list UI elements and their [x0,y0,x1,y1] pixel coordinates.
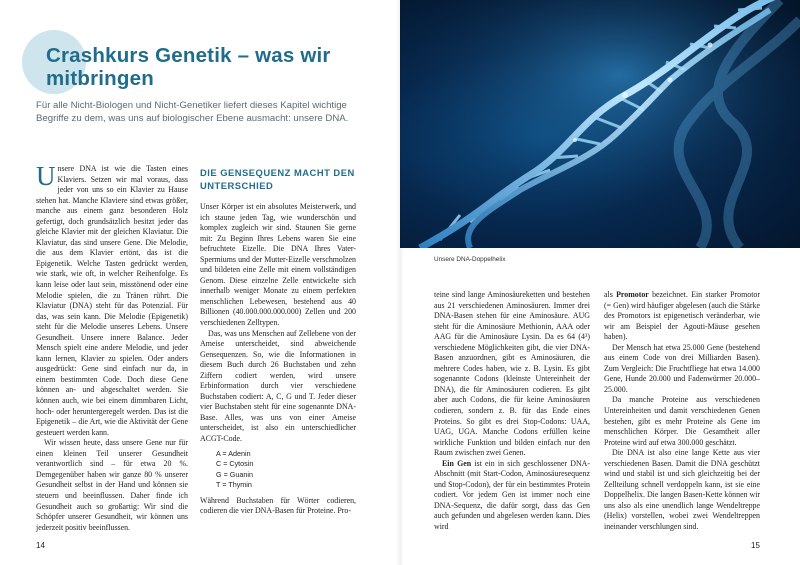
paragraph: Der Mensch hat etwa 25.000 Gene (bestehend aus einem Code von drei Milliarden Basen). Zum Vergleich: Die Fruchtfliege hat etwa 14.000 Gene, Hunde 20.000 und Fadenwürmer 20.000–25.000. [604,342,760,394]
right-page [400,0,800,565]
chapter-title: Crashkurs Genetik – was wir mitbringen [46,44,331,90]
paragraph [604,290,760,343]
left-column-1 [36,161,188,533]
list-item: G = Guanin [216,469,253,479]
paragraph: Die DNA ist also eine lange Kette aus vier verschiedenen Basen. Damit die DNA geschützt wind und stabil ist und sich gleichzeitig bei der Zellteilung schnell verdoppeln kann, ist sie eine Doppelhelix. Die langen Basen-Kette können wir uns also als eine unendlich lange Wendeltreppe (Helix) vorstellen, wobei zwei Wendeltreppen ineinander verschlungen sind. [604,448,761,532]
paragraph-text: bezeichnet. Ein starker Promotor (= Gen) wird häufiger abgelesen (auch die Stärke des Promotors ist epigenetisch veränderbar, wie wir am Beispiel der Agouti-Mäuse gesehen haben). [604,290,760,342]
chapter-intro: Für alle Nicht-Biologen und Nicht-Genetiker liefert dieses Kapitel wichtige Begriffe zu dem, was uns auf biologischer Ebene ausmacht: unsere DNA. [36,100,349,125]
paragraph: Während Buchstaben für Wörter codieren, codieren die vier DNA-Basen für Proteine. Pro- [200,495,356,516]
book-gutter [396,0,404,565]
right-column-1 [434,290,590,533]
left-column-2 [200,202,356,517]
image-caption: Unsere DNA-Doppelhelix [434,256,506,263]
paragraph [36,161,188,438]
paragraph: Wir wissen heute, dass unsere Gene nur für einen kleinen Teil unserer Gesundheit verantwortlich sind – für etwa 20 %. Demgegenüber haben wir ganze 80 % unserer Gesundheit selbst in der Hand und können sie steuern und beeinflussen. Daher finde ich Gesundheit auch so großartig: Wir sind die Schöpfer unserer Gesundheit, wir können uns jederzeit positiv beeinflussen. [36,438,188,532]
list-item: C = Cytosin [216,459,254,469]
paragraph-text: ist ein in sich geschlossener DNA-Abschnitt (mit Start-Codon, Aminosäuresequenz und Stop-Codon), der für ein bestimmtes Protein codiert. Vor jedem Gen ist immer noch eine DNA-Sequenz, die dafür sorgt, dass das Gen auch gefunden und abgelesen werden kann. Dies wird [434,458,590,532]
paragraph: teine sind lange Aminosäureketten und bestehen aus 21 verschiedenen Aminosäuren. Immer drei DNA-Basen stehen für eine Aminosäure. AUG steht für die Aminosäure Methionin, AAA oder AAG für die Aminosäure Lysin. Da es 64 (4³) verschiedene Möglichkeiten gibt, die vier DNA-Basen anzuordnen, gibt es Aminosäuren, die mehrere Codes haben, wie z. B. Lysin. Es gibt sogenannte Codons (kleinste Untereinheit der DNA), die für Aminosäuren codieren. Es gibt aber auch Codons, die für keine Aminosäuren codieren, sondern z. B. für das Ende eines Proteins. So gibt es drei Stop-Codons: UAA, UAG, UGA. Manche Codons erfüllen keine wirkliche Funktion und bilden einfach nur den Raum zwischen zwei Genen. [434,290,590,458]
paragraph [434,459,590,533]
page-number: 15 [751,541,760,550]
list-item: A = Adenin [216,448,251,458]
paragraph: Da manche Proteine aus verschiedenen Untereinheiten und damit verschiedenen Genen bestehen, gibt es mehr Proteine als Gene im menschlichen Körper. Die Gesamtheit aller Proteine wird auf etwa 300.000 geschätzt. [604,395,760,447]
drop-cap: U [36,161,56,191]
page-number: 14 [36,541,45,550]
dna-bases-list [216,449,356,491]
dna-helix-image [400,0,800,248]
right-column-2 [604,290,760,533]
keyword: Ein Gen [442,458,472,468]
paragraph: Unser Körper ist ein absolutes Meisterwerk, und ich staune jeden Tag, wie wunderschön und komplex zugleich wir sind. Staunen Sie gerne mit: Zu Beginn Ihres Lebens waren Sie eine befruchtete Eizelle. Die DNA Ihres Vater-Spermiums und der Mutter-Eizelle verschmolzen und bildeten eine Zelle mit einem vollständigen Genom. Diese einzelne Zelle entwickelte sich innerhalb weniger Monate zu einem perfekten menschlichen Lebewesen, bestehend aus 40 Billionen (40.000.000.000.000) Zellen und 200 verschiedenen Zelltypen. [200,202,356,328]
paragraph: Das, was uns Menschen auf Zellebene von der Ameise unterscheidet, sind abweichende Gensequenzen. So, wie die Informationen in diesem Buch durch 26 Buchstaben und zehn Ziffern codiert werden, wird unsere Erbinformation durch vier verschiedene Buchstaben codiert: A, C, G und T. Jeder dieser vier Buchstaben steht für eine sogenannte DNA-Base. Alles, was uns von einer Ameise unterscheidet, ist also ein unterschiedlicher ACGT-Code. [200,328,356,444]
paragraph-text: als [604,290,617,299]
keyword: Promotor [616,290,649,299]
list-item: T = Thymin [216,480,252,490]
section-heading: DIE GENSEQUENZ MACHT DEN UNTERSCHIED [200,167,355,191]
paragraph-text: nsere DNA ist wie die Tasten eines Klaviers. Setzen wir mal voraus, dass jeder von uns so ein Klavier zu Hause stehen hat. Manche Klaviere sind etwas größer, manche aus einem ganz besonderen Holz gefertigt, doch grundsätzlich besitzt jeder das gleiche Klavier mit der gleichen Klaviatur. Die Klaviatur, das sind unsere Gene. Die Melodie, die aus dem Klavier ertönt, das ist die Epigenetik. Welche Tasten gedrückt werden, wie stark, wie oft, in welcher Reihenfolge. Es kann leise oder laut sein, misstönend oder eine Melodie spielen, die zu Tränen rührt. Die Klaviatur (DNA) steht für das Potenzial. Für das, was sein kann. Die Melodie (Epigenetik) steht für die Melodie unseres Lebens. Unsere Gesundheit. Unsere innere Balance. Jeder Mensch spielt eine andere Melodie, und jeder kann lernen, Klavier zu spielen. Oder anders ausgedrückt: Gene sind einfach nur da, in einem bestimmten Code. Doch diese Gene können an- und abgeschaltet werden. Sie können auch, wie bei einem dimmbaren Licht, hoch- oder heruntergeregelt werden. Das ist die Epigenetik – die Art, wie die Aktivität der Gene gesteuert werden kann. [36,164,188,437]
dna-helix-illustration [400,0,800,248]
